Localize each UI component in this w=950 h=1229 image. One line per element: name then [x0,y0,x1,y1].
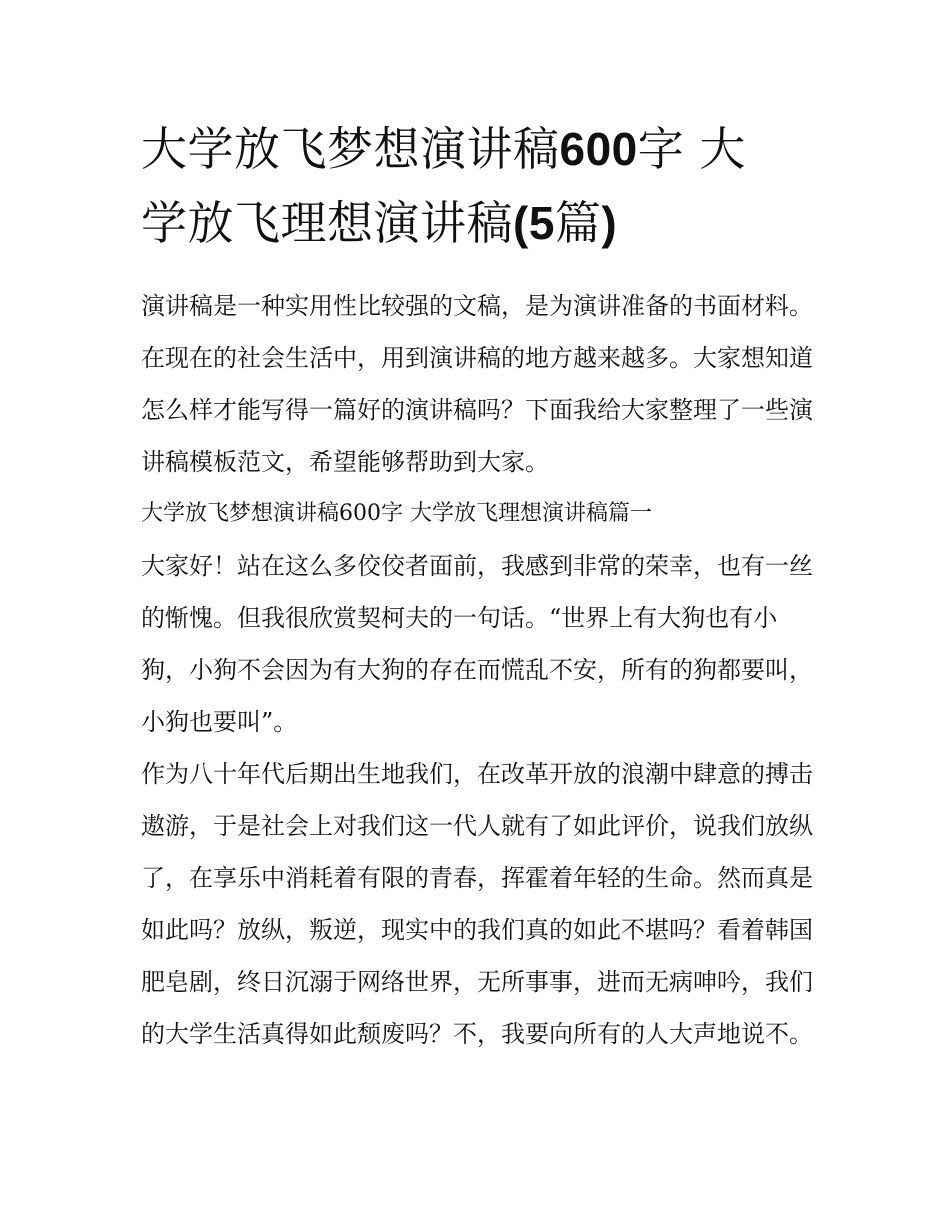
title-part2: 字 大 [637,122,746,176]
title-line2 [141,186,813,260]
section-heading: 大学放飞梦想演讲稿600字 大学放飞理想演讲稿篇一 [141,501,652,526]
title-part4: 篇 [554,196,602,250]
body-paragraph-1: 大家好！站在这么多佼佼者面前，我感到非常的荣幸，也有一丝的惭愧。但我很欣赏契柯夫的一句话。“世界上有大狗也有小狗，小狗不会因为有大狗的存在而慌乱不安，所有的狗都要叫，小狗也要叫”。 [141,552,813,736]
document-body [141,280,813,1060]
document-title [141,112,813,260]
title-number-5: (5 [513,197,555,249]
title-number-600: 600 [559,123,638,175]
intro-paragraph: 演讲稿是一种实用性比较强的文稿，是为演讲准备的书面材料。在现在的社会生活中，用到演讲稿的地方越来越多。大家想知道怎么样才能写得一篇好的演讲稿吗？下面我给大家整理了一些演讲稿模板范文，希望能够帮助到大家。 [141,292,813,476]
title-part3: 学放飞理想演讲稿 [141,196,513,250]
document-page [141,112,813,1060]
title-close-paren: ) [601,197,618,249]
title-part1: 大学放飞梦想演讲稿 [141,122,560,176]
body-paragraph-2: 作为八十年代后期出生地我们，在改革开放的浪潮中肆意的搏击遨游，于是社会上对我们这一代人就有了如此评价，说我们放纵了，在享乐中消耗着有限的青春，挥霍着年轻的生命。然而真是如此吗？放纵，叛逆，现实中的我们真的如此不堪吗？看着韩国肥皂剧，终日沉溺于网络世界，无所事事，进而无病呻吟，我们的大学生活真得如此颓废吗？不，我要向所有的人大声地说不。 [141,760,813,1048]
